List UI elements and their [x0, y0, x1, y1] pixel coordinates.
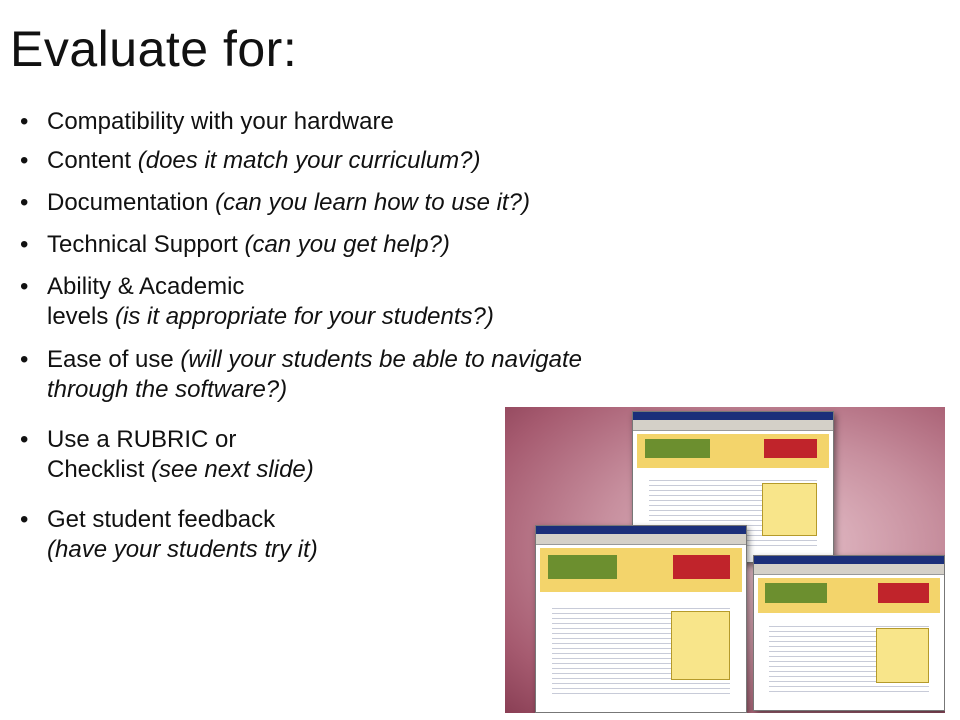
bullet-note: (see next slide) — [151, 456, 314, 483]
bullet-note: (have your students try it) — [47, 536, 318, 563]
slide-title: Evaluate for: — [10, 21, 298, 77]
window-toolbar — [754, 564, 944, 575]
bullet-marker: • — [20, 426, 29, 453]
bullet-note: through the software?) — [47, 376, 288, 403]
bullet-text-line — [47, 505, 275, 535]
window-toolbar — [536, 534, 746, 545]
review-banner — [637, 434, 829, 468]
bullet-note: (can you learn how to use it?) — [215, 189, 530, 216]
bullet-text: Content — [47, 147, 138, 174]
bullet-note: (is it appropriate for your students?) — [115, 303, 494, 330]
bullet-text-line — [47, 455, 314, 485]
window-titlebar — [633, 412, 833, 420]
window-titlebar — [754, 556, 944, 564]
report-card — [762, 483, 818, 536]
bullet-note: (can you get help?) — [244, 231, 450, 258]
bullet-text: Use a RUBRIC or — [47, 426, 237, 453]
bullet-text: Ease of use — [47, 346, 181, 373]
bullet-marker: • — [20, 346, 29, 373]
bullet-text-line — [47, 272, 244, 302]
bullet-marker: • — [20, 189, 29, 216]
bullet-text: levels — [47, 303, 116, 330]
window-toolbar — [633, 420, 833, 431]
window-titlebar — [536, 526, 746, 534]
bullet-marker: • — [20, 147, 29, 174]
bullet-text-line — [47, 230, 450, 260]
bullet-text: Documentation — [47, 189, 216, 216]
review-page — [540, 548, 742, 706]
bullet-text: Technical Support — [47, 231, 245, 258]
review-banner — [540, 548, 742, 592]
bullet-marker: • — [20, 231, 29, 258]
software-review-photo — [505, 407, 945, 713]
bullet-marker: • — [20, 108, 29, 135]
bullet-text-line — [47, 302, 494, 332]
bullet-marker: • — [20, 506, 29, 533]
report-card — [671, 611, 730, 679]
bullet-text: Get student feedback — [47, 506, 276, 533]
bullet-text: Checklist — [47, 456, 152, 483]
report-card — [876, 628, 929, 683]
bullet-text-line — [47, 375, 287, 405]
bullet-text: Compatibility with your hardware — [47, 108, 394, 135]
review-window-left — [535, 525, 747, 713]
bullet-text-line — [47, 146, 481, 176]
review-window-right — [753, 555, 945, 711]
bullet-text: Ability & Academic — [47, 273, 245, 300]
bullet-note: (will your students be able to navigate — [180, 346, 582, 373]
bullet-text-line — [47, 188, 530, 218]
bullet-text-line — [47, 535, 318, 565]
review-banner — [758, 578, 940, 613]
bullet-text-line — [47, 107, 394, 137]
bullet-text-line — [47, 345, 582, 375]
bullet-text-line — [47, 425, 236, 455]
bullet-marker: • — [20, 273, 29, 300]
review-page — [758, 578, 940, 704]
bullet-note: (does it match your curriculum?) — [137, 147, 481, 174]
